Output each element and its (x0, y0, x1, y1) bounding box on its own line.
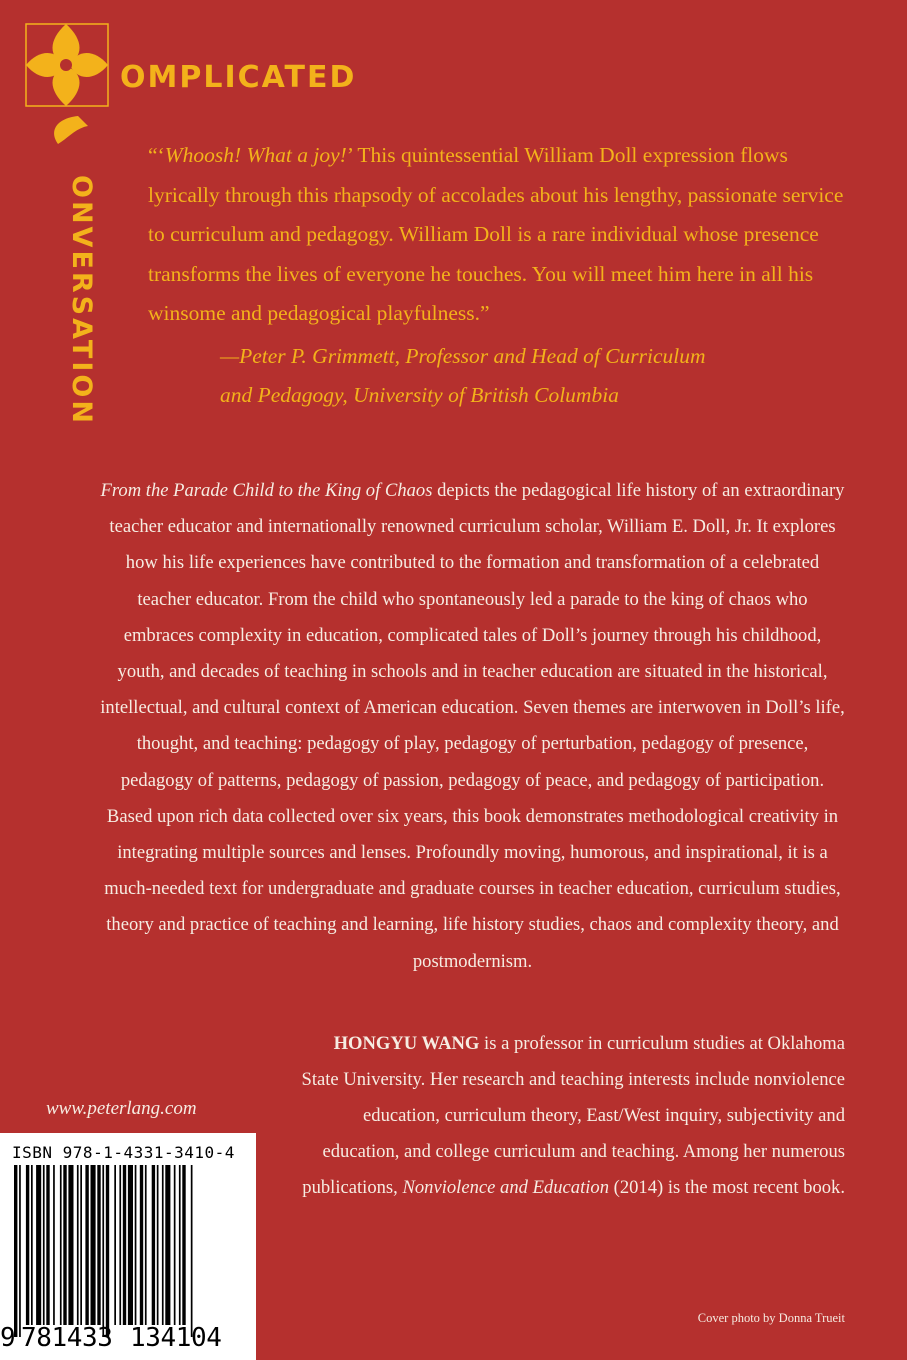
ean-left-group: 781433 (21, 1323, 113, 1353)
photo-credit: Cover photo by Donna Trueit (697, 1311, 845, 1325)
author-bio-text-2: (2014) is the most recent book. (609, 1177, 845, 1198)
book-title: From the Parade Child to the King of Chaos (100, 480, 433, 501)
series-title-conversation: ONVERSATION (66, 174, 97, 426)
ean-first-digit: 9 (0, 1323, 16, 1353)
series-logo-icon (18, 18, 118, 148)
ean-right-group: 134104 (130, 1323, 222, 1353)
description-text: depicts the pedagogical life history of an extraordinary teacher educator and internationally renowned curriculum scholar, William E. Doll, Jr. It explores how his life experiences have contributed to the formation and transformation of a celebrated teacher educator. From the child who spontaneously led a parade to the king of chaos who embraces complexity in education, complicated tales of Doll’s journey through his childhood, youth, and decades of teaching in schools and in teacher education are situated in the historical, intellectual, and cultural context of American education. Seven themes are interwoven in Doll’s life, thought, and teaching: pedagogy of play, pedagogy of perturbation, pedagogy of presence, pedagogy of patterns, pedagogy of passion, pedagogy of peace, and pedagogy of participation. Based upon rich data collected over six years, this book demonstrates methodological creativity in integrating multiple sources and lenses. Profoundly moving, humorous, and inspirational, it is a much-needed text for undergraduate and graduate courses in teacher education, curriculum studies, theory and practice of teaching and learning, life history studies, chaos and complexity theory, and postmodernism. (100, 480, 845, 972)
isbn-barcode-panel (0, 1133, 256, 1360)
book-description (100, 473, 845, 980)
series-title-complicated: OMPLICATED (120, 60, 357, 95)
author-name: HONGYU WANG (333, 1033, 480, 1054)
quote-attribution (220, 337, 860, 415)
endorsement-quote (148, 136, 848, 334)
isbn-label: ISBN 978-1-4331-3410-4 (12, 1143, 235, 1162)
author-bio-text-1: is a professor in curriculum studies at Oklahoma State University. Her research and teaching interests include nonviolence education, curriculum theory, East/West inquiry, subjectivity and education, and college curriculum and teaching. Among her numerous publications, (301, 1033, 845, 1198)
quote-close-mark: ’ (346, 143, 353, 167)
barcode-icon (14, 1165, 242, 1337)
attribution-line-1: —Peter P. Grimmett, Professor and Head of Curriculum (220, 344, 706, 368)
author-recent-book: Nonviolence and Education (402, 1177, 609, 1198)
attribution-line-2: and Pedagogy, University of British Columbia (220, 383, 619, 407)
quote-open-mark: “‘ (148, 143, 165, 167)
author-bio (300, 1026, 845, 1206)
quote-italic-start: Whoosh! What a joy! (164, 143, 347, 167)
quote-text: This quintessential William Doll expression flows lyrically through this rhapsody of accolades about his lengthy, passionate service to curriculum and pedagogy. William Doll is a rare individual whose presence transforms the lives of everyone he touches. You will meet him here in all his winsome and pedagogical playfulness.” (148, 143, 844, 325)
publisher-url[interactable]: www.peterlang.com (46, 1098, 197, 1119)
